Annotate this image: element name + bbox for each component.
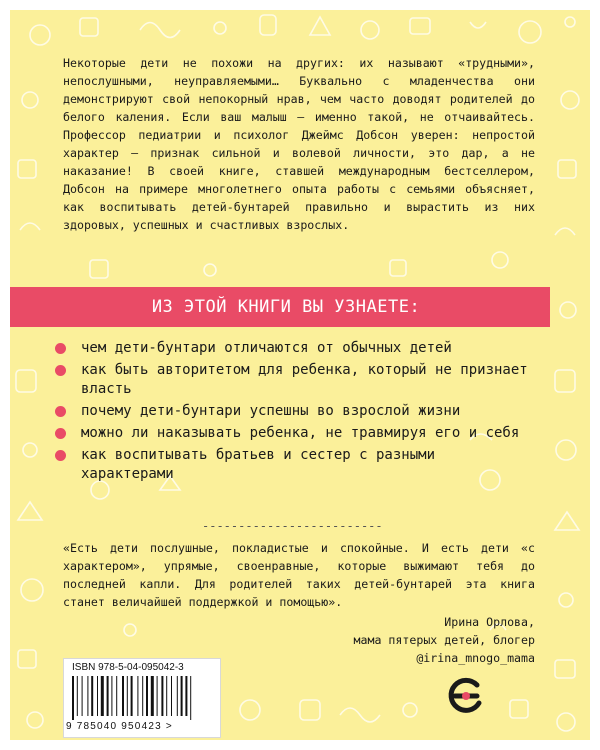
list-item-text: как воспитывать братьев и сестер с разными характерами: [81, 447, 436, 482]
quote-author: Ирина Орлова,: [444, 615, 535, 629]
bullet-dot-icon: [55, 428, 66, 439]
isbn-number: ISBN 978-5-04-095042-3: [72, 662, 184, 673]
eksmo-logo-icon: [446, 676, 486, 716]
bullet-dot-icon: [55, 450, 66, 461]
learn-banner: [10, 287, 550, 327]
book-back-cover: [10, 10, 590, 740]
barcode-digits: 9 785040 950423 >: [66, 721, 173, 732]
list-item: [55, 339, 535, 358]
list-item: [55, 424, 535, 443]
isbn-barcode: [63, 658, 221, 738]
quote-author-handle: @irina_mnogo_mama: [416, 651, 535, 665]
bullet-dot-icon: [55, 343, 66, 354]
banner-title: ИЗ ЭТОЙ КНИГИ ВЫ УЗНАЕТЕ:: [151, 297, 421, 317]
list-item-text: почему дети-бунтари успешны во взрослой жизни: [81, 403, 461, 419]
quote-author-role: мама пятерых детей, блогер: [353, 633, 535, 647]
book-description: Некоторые дети не похожи на других: их называют «трудными», непослушными, неуправляемыми… Буквально с младенчества они демонстрируют свой непокорный нрав, чем часто доводят родителей до белого каления. Если ваш малыш – именно такой, не отчаивайтесь. Профессор педиатрии и психолог Джеймс Добсон уверен: непростой характер – признак сильной и волевой личности, это дар, а не наказание! В своей книге, ставшей международным бестселлером, Добсон на примере многолетнего опыта работы с семьями объясняет, как воспитывать детей-бунтарей правильно и вырастить из них здоровых, успешных и счастливых взрослых.: [63, 56, 535, 232]
list-item-text: можно ли наказывать ребенка, не травмируя его и себя: [81, 425, 520, 441]
list-item: [55, 446, 535, 484]
dashed-separator: -------------------------: [202, 519, 383, 533]
testimonial-attribution: [354, 613, 535, 667]
barcode-icon: [68, 676, 216, 720]
bullet-dot-icon: [55, 406, 66, 417]
list-item: [55, 402, 535, 421]
list-item-text: чем дети-бунтари отличаются от обычных детей: [81, 340, 452, 356]
learn-list: [55, 339, 535, 487]
testimonial-quote: «Есть дети послушные, покладистые и спокойные. И есть дети «с характером», упрямые, своенравные, которые выжимают тебя до последней капли. Для родителей таких детей-бунтарей эта книга станет величайшей поддержкой и помощью».: [63, 541, 535, 609]
list-item: [55, 361, 535, 399]
bullet-dot-icon: [55, 365, 66, 376]
list-item-text: как быть авторитетом для ребенка, который не признает власть: [81, 362, 528, 397]
